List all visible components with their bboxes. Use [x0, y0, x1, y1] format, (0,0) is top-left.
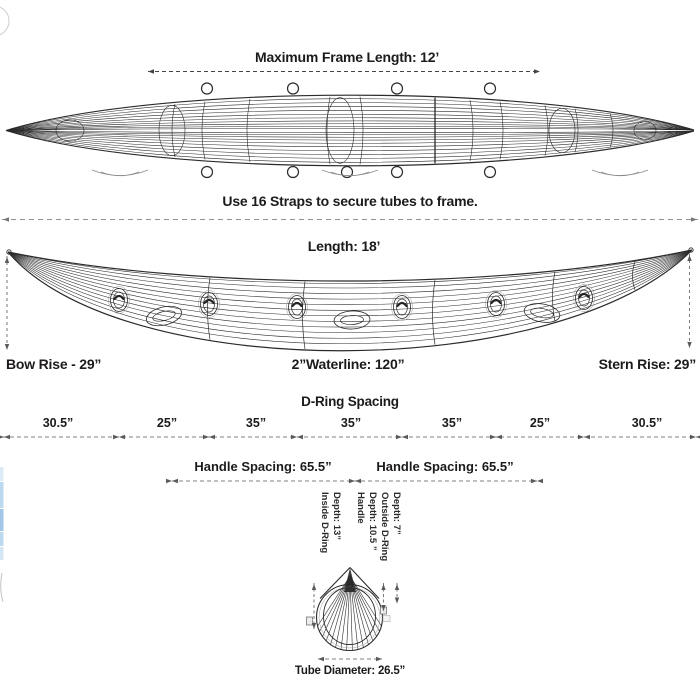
label-line: Depth: 13”: [330, 492, 342, 541]
stern-rise-label: Stern Rise: 29”: [598, 356, 696, 372]
label-line: Outside D-Ring: [378, 492, 390, 562]
max-frame-length-label: Maximum Frame Length: 12’: [254, 49, 440, 65]
d-ring-spacing-value: 25”: [529, 416, 551, 430]
d-ring-spacing-title: D-Ring Spacing: [301, 394, 399, 409]
side-view-hull-wireframe: [7, 248, 693, 351]
label-line: Depth: 10.5 ”: [366, 492, 378, 551]
handle-depth-label: [354, 492, 378, 610]
handle-spacing-right-label: Handle Spacing: 65.5”: [376, 459, 514, 474]
edge-artifacts: [0, 6, 9, 602]
waterline-label: 2”Waterline: 120”: [291, 356, 405, 372]
label-line: Depth: 7”: [390, 492, 402, 535]
inside-d-ring-depth-label: [318, 492, 342, 610]
d-ring-spacing-value: 25”: [156, 416, 178, 430]
straps-note: Use 16 Straps to secure tubes to frame.: [222, 193, 478, 209]
outside-d-ring-depth-label: [378, 492, 402, 610]
length-label: Length: 18’: [307, 238, 381, 254]
d-ring-spacing-value: 35”: [245, 416, 267, 430]
label-line: Handle: [354, 492, 366, 524]
label-line: Inside D-Ring: [318, 492, 330, 554]
d-ring-spacing-value: 35”: [441, 416, 463, 430]
bow-rise-label: Bow Rise - 29”: [6, 356, 102, 372]
tube-diameter-label: Tube Diameter: 26.5”: [294, 665, 406, 677]
handle-spacing-left-label: Handle Spacing: 65.5”: [194, 459, 332, 474]
d-ring-spacing-value: 30.5”: [631, 416, 663, 430]
d-ring-spacing-value: 30.5”: [42, 416, 74, 430]
top-view-hull-wireframe: [6, 83, 694, 178]
d-ring-spacing-value: 35”: [340, 416, 362, 430]
